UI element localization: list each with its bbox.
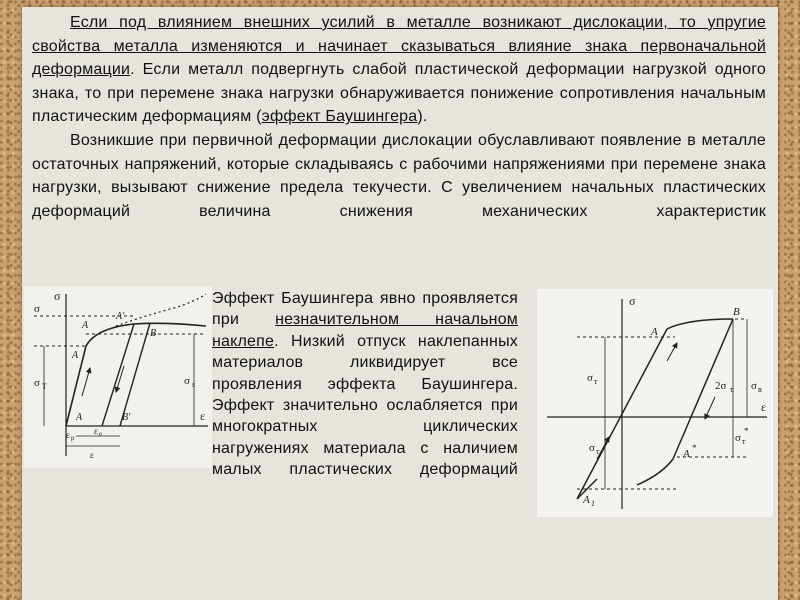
link-initial-hardening[interactable]: незначительном начальном наклепе bbox=[212, 311, 518, 350]
label-a-r: A bbox=[651, 326, 658, 338]
lower-curve bbox=[637, 459, 673, 485]
paragraph-1-end: ). bbox=[417, 108, 428, 126]
label-two-sigma-sub: т bbox=[730, 385, 734, 394]
paragraph-1 bbox=[32, 11, 766, 129]
arrow-up-right bbox=[667, 343, 677, 361]
side-text-1: Эффект Баушингера явно проявляется при bbox=[212, 290, 518, 329]
slide-paper bbox=[22, 7, 778, 600]
upper-curve bbox=[667, 319, 733, 329]
main-text-block bbox=[32, 11, 766, 223]
label-b: B bbox=[150, 328, 157, 339]
link-bauschinger-effect[interactable]: эффект Баушингера bbox=[261, 108, 418, 126]
label-sigma-t-star-sub: т bbox=[742, 437, 746, 446]
figure-right-diagram bbox=[537, 289, 773, 517]
label-eps: ε bbox=[90, 450, 94, 460]
side-text-block bbox=[212, 288, 518, 481]
label-sigma-t-neg-sub: т bbox=[596, 447, 600, 456]
figure-left-diagram bbox=[24, 286, 212, 468]
label-sigma-top: σ bbox=[34, 303, 40, 315]
label-sigma-v: σ bbox=[751, 380, 757, 392]
unload-line-2 bbox=[120, 323, 150, 426]
label-sigma-t-r-sub: т bbox=[594, 377, 598, 386]
label-sigma-axis: σ bbox=[54, 289, 61, 303]
label-eps-p-sub: p bbox=[71, 434, 75, 442]
label-a-prime: A' bbox=[116, 311, 125, 322]
label-eps-axis: ε bbox=[200, 409, 206, 423]
label-sigma-v-sub: в bbox=[758, 385, 762, 394]
label-star-2: * bbox=[692, 443, 697, 453]
unload-line-1 bbox=[102, 324, 134, 426]
label-sigma-axis-r: σ bbox=[629, 294, 636, 308]
label-sigma-t: σ bbox=[34, 377, 40, 389]
arrow-down-right bbox=[705, 397, 715, 419]
label-b-prime: B' bbox=[122, 412, 131, 423]
label-a1-bottom: A bbox=[76, 412, 83, 423]
label-eps-p: ε bbox=[66, 430, 70, 440]
label-eps-e-sub: e bbox=[99, 430, 103, 438]
paragraph-1-text: . Если металл подвергнуть слабой пластической деформации нагрузкой одного знака, то при перемене знака нагрузки обнаруживается понижение сопротивления начальным пластическим деформациям ( bbox=[32, 61, 766, 126]
label-star: * bbox=[744, 426, 749, 436]
label-sigma-t-neg: σ bbox=[589, 442, 595, 454]
reload-curve bbox=[116, 294, 206, 326]
label-b-r: B bbox=[733, 306, 740, 318]
label-a1-r: A bbox=[583, 494, 590, 506]
label-sigma-t-r: σ bbox=[587, 372, 593, 384]
label-two-sigma: 2σ bbox=[715, 380, 727, 392]
side-text-2: . Низкий отпуск наклепанных материалов ликвидирует все проявления эффекта Баушингера. Эффект значительно ослабляется при многократных циклических нагружениях материала с наличием малых пластических деформаций bbox=[212, 332, 518, 479]
label-eps-e: ε bbox=[94, 426, 98, 436]
label-a-star: A bbox=[683, 448, 690, 460]
label-sigma-t-sub: T bbox=[42, 382, 47, 391]
label-sigma-s-sub: s bbox=[192, 380, 196, 389]
label-sigma-t-star: σ bbox=[735, 432, 741, 444]
arrow-up bbox=[82, 368, 90, 396]
label-a: A bbox=[72, 350, 79, 361]
label-a1-r-sub: 1 bbox=[591, 499, 595, 508]
label-sigma-s: σ bbox=[184, 375, 190, 387]
label-eps-axis-r: ε bbox=[761, 400, 767, 414]
paragraph-2: Возникшие при первичной деформации дислокации обуславливают появление в металле остаточных напряжений, которые складываясь с рабочими напряжениями при перемене знака нагрузки, вызывают снижение предела текучести. С увеличением начальных пластических деформаций величина снижения механических характеристик bbox=[32, 131, 766, 220]
label-a1: A bbox=[82, 320, 89, 331]
link-dislocations[interactable]: Если под влиянием внешних усилий в металле возникают дислокации, то упругие свойства металла изменяются и начинает сказываться влияние знака первоначальной деформации bbox=[32, 14, 766, 79]
